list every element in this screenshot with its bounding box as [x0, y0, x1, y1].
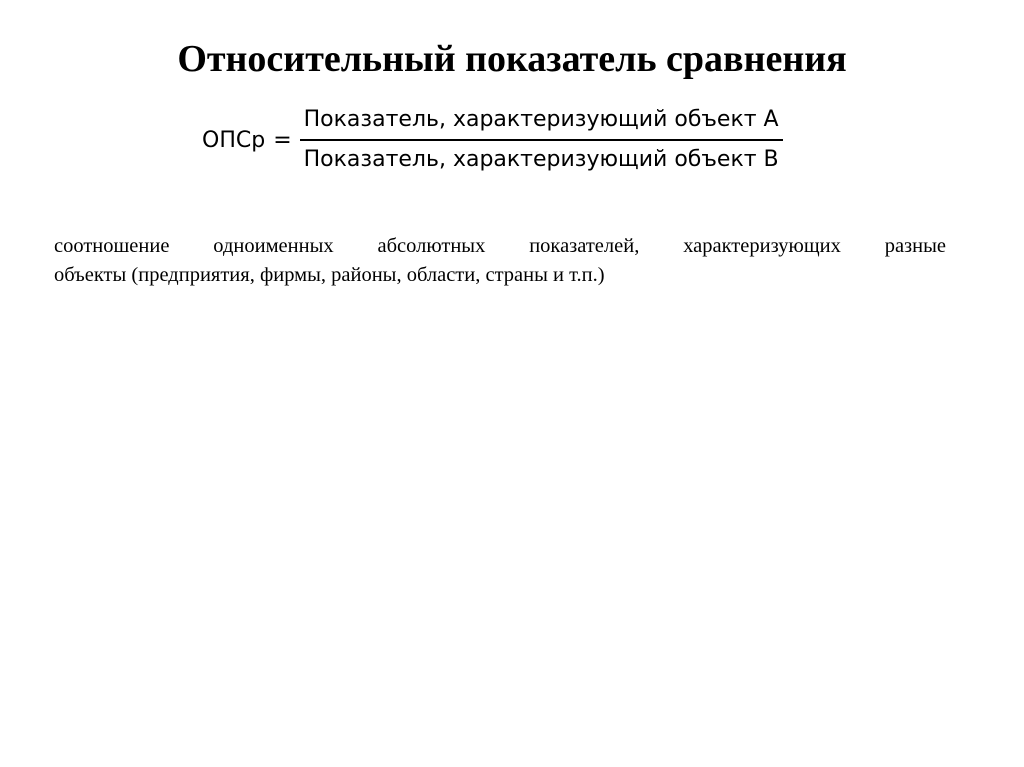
fraction-denominator: Показатель, характеризующий объект В [303, 147, 779, 172]
fraction [300, 105, 783, 175]
slide-title: Относительный показатель сравнения [177, 38, 847, 80]
formula-equals-sign: = [273, 127, 292, 153]
description-line-2: объекты (предприятия, фирмы, районы, области, страны и т.п.) [54, 264, 605, 286]
fraction-bar [300, 139, 783, 141]
description-text [54, 232, 946, 290]
fraction-numerator: Показатель, характеризующий объект А [303, 107, 779, 132]
formula [202, 100, 783, 180]
formula-lhs: ОПСр [202, 127, 266, 153]
description-line-1: соотношение одноименных абсолютных показателей, характеризующих разные [54, 235, 946, 257]
